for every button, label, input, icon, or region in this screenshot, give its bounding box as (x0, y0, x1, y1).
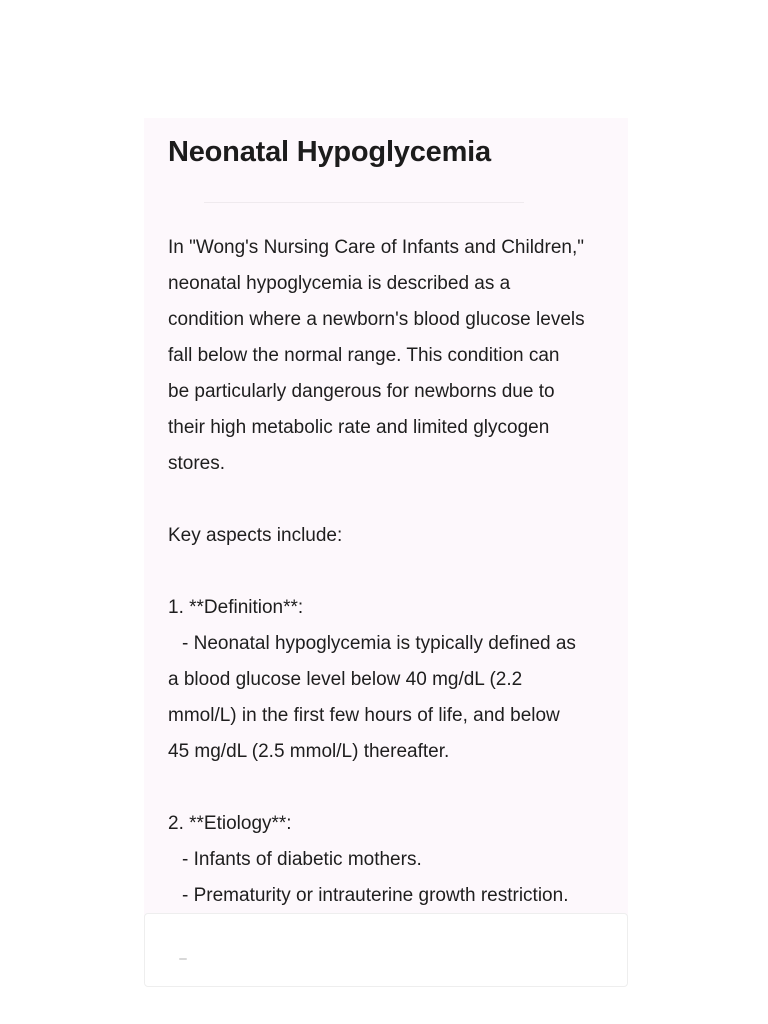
section-line: - Neonatal hypoglycemia is typically defined as (182, 633, 576, 654)
section-line: 45 mg/dL (2.5 mmol/L) thereafter. (168, 741, 450, 762)
section-line: mmol/L) in the first few hours of life, and below (168, 705, 560, 726)
article-body (168, 230, 618, 914)
article-title: Neonatal Hypoglycemia (168, 136, 491, 168)
paragraph-gap (168, 554, 618, 590)
intro-line: stores. (168, 453, 226, 474)
section-line: - Infants of diabetic mothers. (182, 849, 422, 870)
intro-line: their high metabolic rate and limited glycogen (168, 417, 550, 438)
intro-line: fall below the normal range. This condition can (168, 345, 560, 366)
section-line: - Prematurity or intrauterine growth restriction. (182, 885, 569, 906)
divider (204, 202, 524, 203)
key-aspects-label: Key aspects include: (168, 525, 343, 546)
paragraph-gap (168, 482, 618, 518)
intro-line: be particularly dangerous for newborns due to (168, 381, 555, 402)
paragraph-gap (168, 770, 618, 806)
intro-line: In "Wong's Nursing Care of Infants and Children," (168, 237, 584, 258)
intro-line: neonatal hypoglycemia is described as a (168, 273, 511, 294)
footer-mark (179, 958, 187, 960)
section-heading-etiology: 2. **Etiology**: (168, 813, 292, 834)
section-line: a blood glucose level below 40 mg/dL (2.2 (168, 669, 523, 690)
section-heading-definition: 1. **Definition**: (168, 597, 304, 618)
article-card (144, 118, 628, 918)
footer-panel (144, 913, 628, 987)
intro-line: condition where a newborn's blood glucose levels (168, 309, 585, 330)
